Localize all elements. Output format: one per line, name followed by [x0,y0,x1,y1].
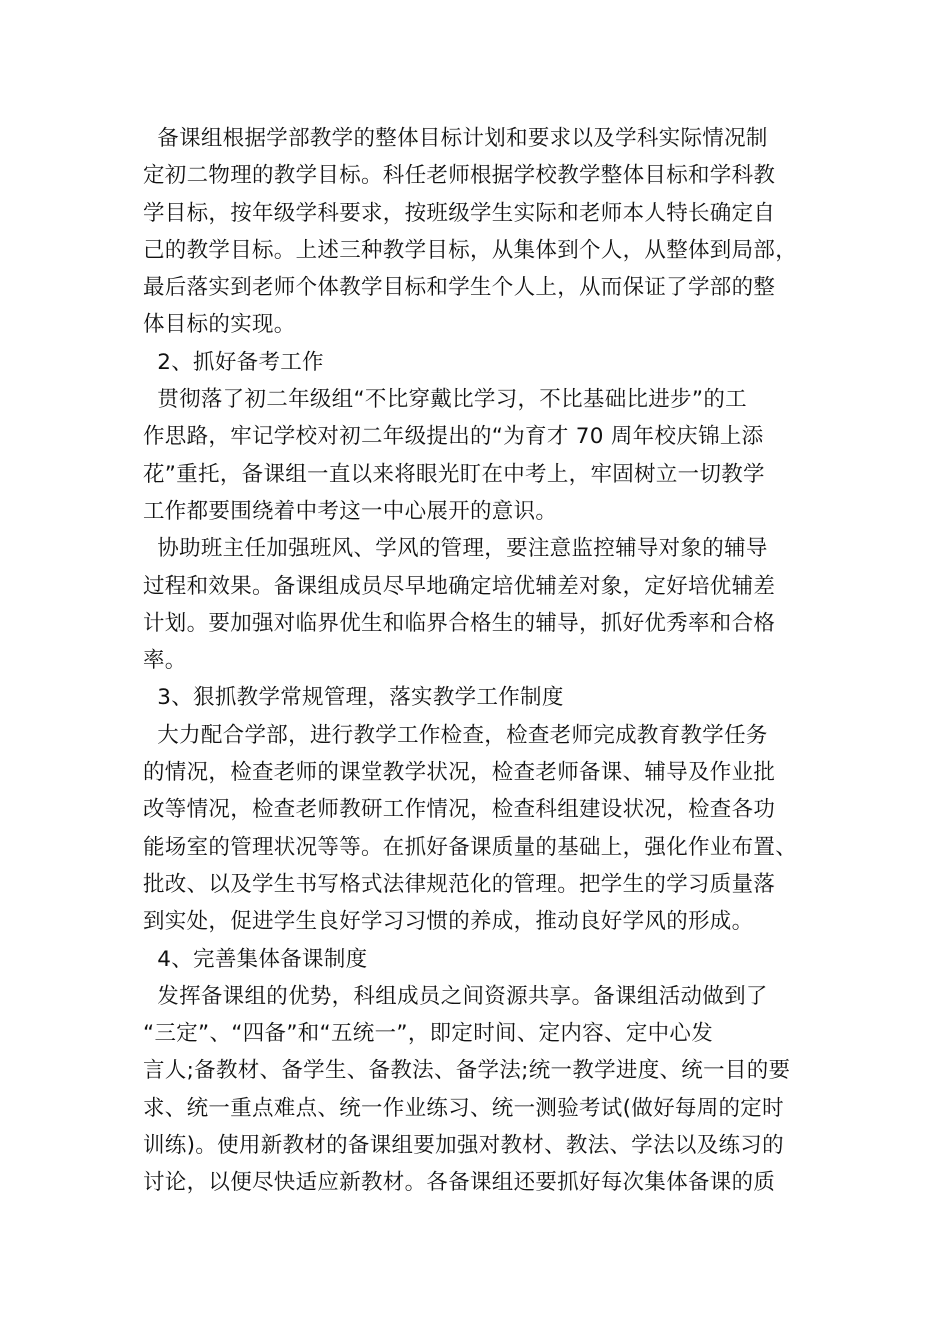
text-line: 改等情况，检查老师教研工作情况，检查科组建设状况，检查各功 [143,797,776,823]
text-line: 过程和效果。备课组成员尽早地确定培优辅差对象，定好培优辅差 [143,573,776,599]
text-line: 最后落实到老师个体教学目标和学生个人上，从而保证了学部的整 [143,275,776,301]
text-line: 工作都要围绕着中考这一中心展开的意识。 [143,498,558,524]
text-line: 求、统一重点难点、统一作业练习、统一测验考试(做好每周的定时 [143,1095,784,1121]
text-line: 学目标，按年级学科要求，按班级学生实际和老师本人特长确定自 [143,200,776,226]
text-line: 训练)。使用新教材的备课组要加强对教材、教法、学法以及练习的 [143,1133,784,1159]
text-line: 发挥备课组的优势，科组成员之间资源共享。备课组活动做到了 [143,983,768,1009]
text-line: 大力配合学部，进行教学工作检查，检查老师完成教育教学任务 [143,722,768,748]
text-line: “三定”、“四备”和“五统一”，即定时间、定内容、定中心发 [143,1021,714,1047]
text-line: 批改、以及学生书写格式法律规范化的管理。把学生的学习质量落 [143,871,776,897]
text-line: 花”重托，备课组一直以来将眼光盯在中考上，牢固树立一切教学 [143,461,765,487]
text-line: 率。 [143,648,187,674]
text-line: 定初二物理的教学目标。科任老师根据学校教学整体目标和学科教 [143,163,776,189]
text-line: 言人;备教材、备学生、备教法、备学法;统一教学进度、统一目的要 [143,1058,791,1084]
text-line: 能场室的管理状况等等。在抓好备课质量的基础上，强化作业布置、 [143,834,798,860]
section-heading: 4、完善集体备课制度 [143,946,368,972]
document-body [143,120,823,1202]
text-line: 到实处，促进学生良好学习习惯的养成，推动良好学风的形成。 [143,909,754,935]
text-line: 计划。要加强对临界优生和临界合格生的辅导，抓好优秀率和合格 [143,610,776,636]
text-line: 备课组根据学部教学的整体目标计划和要求以及学科实际情况制 [143,126,768,151]
text-line: 协助班主任加强班风、学风的管理，要注意监控辅导对象的辅导 [143,536,768,562]
section-heading: 3、狠抓教学常规管理，落实教学工作制度 [143,685,564,711]
text-line: 体目标的实现。 [143,312,296,338]
text-line: 作思路，牢记学校对初二年级提出的“为育才 70 周年校庆锦上添 [143,424,764,450]
text-line: 己的教学目标。上述三种教学目标，从集体到个人，从整体到局部， [143,237,798,263]
text-line: 的情况，检查老师的课堂教学状况，检查老师备课、辅导及作业批 [143,760,776,786]
text-line: 贯彻落了初二年级组“不比穿戴比学习，不比基础比进步”的工 [143,387,747,413]
section-heading: 2、抓好备考工作 [143,349,324,375]
text-line: 讨论，以便尽快适应新教材。各备课组还要抓好每次集体备课的质 [143,1170,776,1196]
